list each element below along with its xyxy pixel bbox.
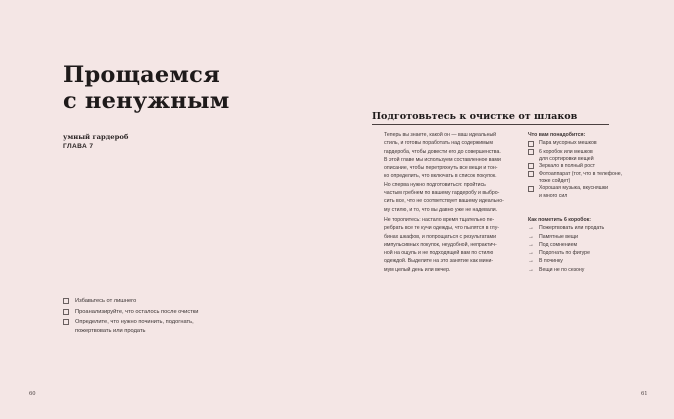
box-label-item [528, 233, 604, 241]
chapter-title-line: с ненужным [63, 88, 230, 114]
checklist-item [63, 296, 198, 307]
section-title: Подготовьтесь к очистке от шлаков [372, 111, 578, 122]
supplies-item [528, 139, 622, 147]
checkbox[interactable] [528, 186, 534, 192]
paragraph-intro [384, 131, 510, 214]
section-divider [372, 124, 609, 125]
series-label: умный гардероб [63, 133, 129, 141]
page-number-left: 60 [29, 391, 36, 397]
arrow-right-icon: → [528, 225, 534, 232]
paragraph-advice [384, 216, 510, 274]
checklist-item-label: Определите, что нужно починить, подогнать, [75, 319, 194, 325]
checkbox[interactable] [528, 141, 534, 147]
text-line: описание, чтобы перетряхнуть все вещи и тон- [384, 165, 498, 172]
supplies-checklist [528, 131, 622, 199]
chapter-title-line: Прощаемся [63, 62, 220, 88]
text-line: частым гребнем по вашему гардеробу и выбро- [384, 190, 500, 197]
text-line: ребрать все те кучи одежды, что пылятся в глу- [384, 225, 500, 232]
supplies-item-continuation: тоже сойдет) [539, 178, 571, 185]
text-line: бинах шкафов, и попрощаться с результатами [384, 233, 497, 240]
checklist-item [63, 317, 198, 328]
checklist-item-continuation: пожертвовать или продать [75, 327, 146, 334]
text-line: му стилю, и то, что вы давно уже не надевали. [384, 206, 498, 213]
arrow-right-icon: → [528, 250, 534, 257]
box-label-text: Пожертвовать или продать [539, 225, 605, 232]
text-line: Но сперва нужно подготовиться: пройтись [384, 181, 486, 188]
text-line: ко определить, что включать в список покупок. [384, 173, 497, 180]
chapter-title [63, 62, 303, 114]
checklist-item [63, 307, 198, 318]
checklist-item-label: Избавьтесь от лишнего [75, 298, 137, 304]
box-label-item [528, 249, 604, 257]
supplies-heading: Что вам понадобится: [528, 132, 586, 138]
text-line: импульсивных покупок, неудобной, непрактич- [384, 241, 497, 248]
box-label-text: Под сомнением [539, 241, 578, 248]
box-label-item [528, 266, 604, 274]
text-line: сить все, что не соответствует вашему идеально- [384, 198, 504, 205]
text-line: В этой главе мы используем составленное вами [384, 156, 501, 163]
text-line: мум целый день или вечер. [384, 266, 451, 273]
page-number-right: 61 [641, 391, 648, 397]
box-labels-list [528, 216, 604, 274]
text-line: Теперь вы знаете, какой он — ваш идеальный [384, 132, 497, 138]
arrow-right-icon: → [528, 266, 534, 273]
chapter-checklist [63, 296, 198, 334]
checkbox[interactable] [528, 163, 534, 169]
supplies-item-label: Пара мусорных мешков [539, 140, 597, 147]
box-label-item [528, 257, 604, 265]
box-label-text: Памятные вещи [539, 233, 579, 240]
supplies-item [528, 162, 622, 170]
supplies-item [528, 184, 622, 192]
chapter-number: ГЛАВА 7 [63, 143, 94, 150]
supplies-item-label: Зеркало в полный рост [539, 162, 596, 169]
supplies-item-label: Фотоаппарат (тот, что в телефоне, [539, 171, 623, 178]
supplies-item-label: Хорошая музыка, вкусняшки [539, 185, 609, 192]
checklist-item-label: Проанализируйте, что осталось после очистки [75, 308, 199, 315]
supplies-item-continuation: для сортировки вещей [539, 155, 594, 162]
box-label-text: Подогнать по фигуре [539, 250, 590, 257]
supplies-item-label: 6 коробок или мешков [539, 148, 593, 155]
arrow-right-icon: → [528, 233, 534, 240]
text-line: Не торопитесь: настало время тщательно пе- [384, 217, 495, 223]
box-labels-heading: Как пометить 6 коробок: [528, 217, 591, 223]
arrow-right-icon: → [528, 241, 534, 248]
box-label-item [528, 241, 604, 249]
supplies-item-continuation: и много сил [539, 192, 568, 199]
checkbox[interactable] [528, 171, 534, 177]
box-label-item [528, 224, 604, 232]
checkbox[interactable] [63, 309, 69, 315]
checkbox[interactable] [528, 149, 534, 155]
chapter-meta [63, 133, 128, 151]
text-line: стиль, и готовы поработать над содержимым [384, 140, 493, 147]
box-label-text: В починку [539, 258, 563, 265]
checkbox[interactable] [63, 298, 69, 304]
supplies-item [528, 148, 622, 156]
text-line: одеждой. Выделите на это занятие как мини- [384, 258, 494, 265]
box-label-text: Вещи не по сезону [539, 266, 585, 273]
text-line: ной на ощупь и не подходящей вам по стилю [384, 250, 494, 257]
checkbox[interactable] [63, 319, 69, 325]
arrow-right-icon: → [528, 258, 534, 265]
text-line: гардероба, чтобы довести его до совершенства. [384, 148, 501, 155]
